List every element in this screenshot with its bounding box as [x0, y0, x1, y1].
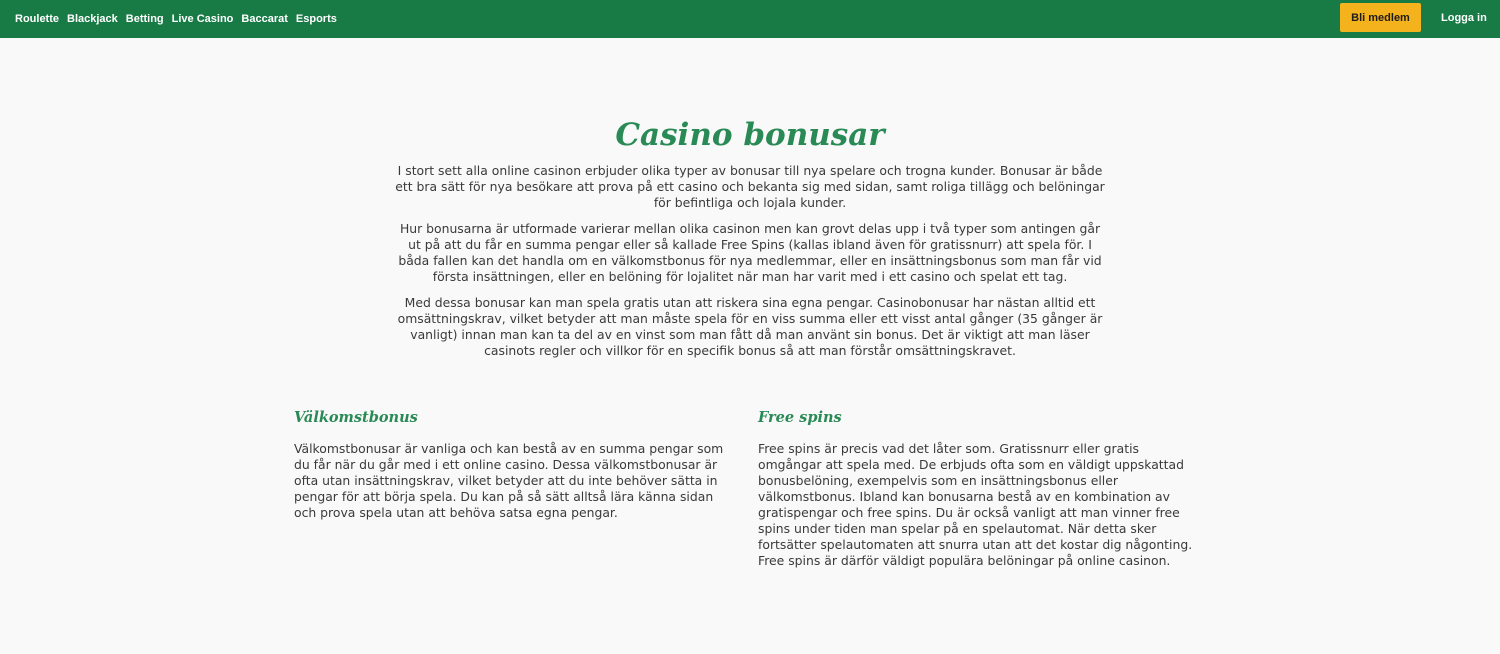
nav-roulette[interactable]: Roulette — [15, 13, 59, 25]
intro-paragraph: Med dessa bonusar kan man spela gratis utan att riskera sina egna pengar. Casinobonusar har nästan alltid ett omsättningskrav, vilket betyder att man måste spela för en viss summa eller ett visst antal gånger (35 gånger är vanligt) innan man kan ta del av en vinst som man fått då man använt sin bonus. Det är viktigt att man läser casinots regler och villkor för en specifik bonus så att man förstår omsättningskravet. — [397, 295, 1103, 358]
free-spins-heading: Free spins — [758, 409, 842, 426]
intro-paragraph: Hur bonusarna är utformade varierar mellan olika casinon men kan grovt delas upp i två typer som antingen går ut på att du får en summa pengar eller så kallade Free Spins (kallas ibland även för gratissnurr) att spela för. I båda fallen kan det handla om en välkomstbonus för nya medlemmar, eller en insättningsbonus som man får vid första insättningen, eller en belöning för lojalitet när man har varit med i ett casino och spelat ett tag. — [398, 221, 1102, 284]
nav-betting[interactable]: Betting — [125, 13, 164, 25]
free-spins-section — [758, 407, 1200, 569]
intro-paragraph: I stort sett alla online casinon erbjuder olika typer av bonusar till nya spelare och trogna kunder. Bonusar är både ett bra sätt för nya besökare att prova på ett casino och bekanta sig med sidan, samt roliga tillägg och belöningar för befintliga och lojala kunder. — [395, 163, 1105, 210]
main-nav — [15, 0, 345, 38]
page-title: Casino bonusar — [615, 117, 885, 153]
intro-text — [392, 163, 1108, 369]
join-button[interactable]: Bli medlem — [1340, 3, 1421, 32]
welcome-bonus-section — [294, 407, 736, 521]
nav-esports[interactable]: Esports — [295, 13, 337, 25]
free-spins-text: Free spins är precis vad det låter som. Gratissnurr eller gratis omgångar att spela med. De erbjuds ofta som en väldigt uppskattad bonusbelöning, exempelvis som en insättningsbonus eller välkomstbonus. Ibland kan bonusarna bestå av en kombination av gratispengar och free spins. Du är också vanligt att man vinner free spins under tiden man spelar på en spelautomat. När detta sker fortsätter spelautomaten att snurra utan att det kostar dig någonting. Free spins är därför väldigt populära belöningar på online casinon. — [758, 441, 1193, 568]
nav-blackjack[interactable]: Blackjack — [67, 13, 118, 25]
welcome-bonus-text: Välkomstbonusar är vanliga och kan bestå av en summa pengar som du får när du går med i ett online casino. Dessa välkomstbonusar är ofta utan insättningskrav, vilket betyder att du inte behöver sätta in pengar för att börja spela. Du kan på så sätt alltså lära känna sidan och prova spela utan att behöva satsa egna pengar. — [294, 441, 724, 520]
nav-baccarat[interactable]: Baccarat — [241, 13, 288, 25]
top-navigation-bar — [0, 0, 1500, 38]
nav-live-casino[interactable]: Live Casino — [171, 13, 234, 25]
welcome-bonus-heading: Välkomstbonus — [294, 409, 418, 426]
login-link[interactable]: Logga in — [1441, 12, 1487, 24]
